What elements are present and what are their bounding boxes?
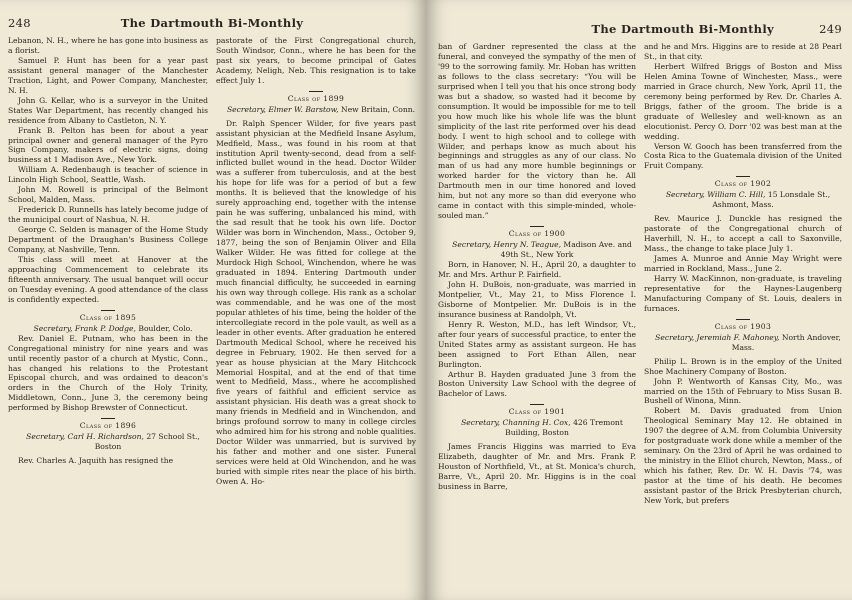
secretary-address: New Britain, Conn. — [341, 104, 416, 114]
page-number: 249 — [819, 22, 842, 36]
paragraph: Verson W. Gooch has been transferred from the Costa Rica to the Guatemala division of the United Fruit Company. — [644, 141, 842, 171]
paragraph: John H. DuBois, non-graduate, was married in Montpelier, Vt., May 21, to Miss Florence I. Gisborne of Montpelier. Mr. DuBois is in the insurance business at Randolph, Vt. — [438, 279, 636, 319]
text-columns — [438, 42, 842, 600]
secretary-line — [644, 333, 842, 353]
secretary-address: Boulder, Colo. — [138, 323, 193, 333]
paragraph: Rev. Daniel E. Putnam, who has been in the Congregational ministry for nine years and was until recently pastor of a church at Mystic, Conn., has changed his relations to the Protestant Episcopal church, and was ordained to deacon's orders in the Church of the Holy Trinity, Middletown, Conn., June 3, the ceremony being performed by Bishop Brewster of Connecticut. — [8, 333, 208, 413]
secretary-line — [8, 432, 208, 452]
secretary-line — [8, 324, 208, 334]
paragraph: Herbert Wilfred Briggs of Boston and Miss Helen Amina Towne of Winchester, Mass., were married in Grace church, New York, April 11, the ceremony being performed by Rev. Dr. Charles A. Briggs, father of the groom. The bride is a graduate of Wellesley and well-known as an elocutionist. Percy O. Dorr '02 was best man at the wedding. — [644, 61, 842, 141]
column-right — [644, 42, 842, 600]
running-title: The Dartmouth Bi-Monthly — [120, 16, 304, 30]
paragraph: Henry R. Weston, M.D., has left Windsor, Vt., after four years of successful practice, to enter the United States army as assistant surgeon. He has been assigned to Fort Ethan Allen, near Burlington. — [438, 319, 636, 369]
class-heading: Class of 1896 — [79, 421, 137, 431]
secretary-address: 15 Lonsdale St., Ashmont, Mass. — [712, 190, 831, 210]
paragraph: Harry W. MacKinnon, non-graduate, is traveling representative for the Haynes-Laugenberg Manufacturing Company of St. Louis, dealers in furnaces. — [644, 273, 842, 313]
running-head — [438, 0, 842, 36]
section-rule — [101, 310, 115, 311]
page-number: 248 — [8, 16, 31, 30]
paragraph: Rev. Maurice J. Dunckle has resigned the pastorate of the Congregational church of Haverhill, N. H., to accept a call to Saxonville, Mass., the change to take place July 1. — [644, 214, 842, 254]
secretary-name: Secretary, Carl H. Richardson, — [26, 432, 144, 442]
paragraph: Frank B. Pelton has been for about a year principal owner and general manager of the Pyro Sign Company, makers of electric signs, doing business at 1 Madison Ave., New York. — [8, 125, 208, 165]
right-page — [426, 0, 852, 600]
class-heading: Class of 1901 — [508, 407, 566, 417]
section-rule — [530, 226, 544, 227]
paragraph: Born, in Hanover, N. H., April 20, a daughter to Mr. and Mrs. Arthur P. Fairfield. — [438, 260, 636, 279]
section-rule — [101, 418, 115, 419]
class-heading: Class of 1899 — [287, 93, 345, 103]
secretary-name: Secretary, Channing H. Cox, — [461, 418, 571, 428]
secretary-address: North Andover, Mass. — [731, 332, 841, 352]
paragraph: This class will meet at Hanover at the approaching Commencement to celebrate its fifteenth anniversary. The usual banquet will occur on Tuesday evening. A good attendance of the class is confidently expected. — [8, 254, 208, 304]
paragraph: James A. Munroe and Annie May Wright were married in Rockland, Mass., June 2. — [644, 254, 842, 274]
secretary-name: Secretary, William C. Hill, — [665, 190, 766, 200]
secretary-line — [644, 190, 842, 210]
running-title: The Dartmouth Bi-Monthly — [591, 22, 774, 36]
paragraph: Dr. Ralph Spencer Wilder, for five years past assistant physician at the Medfield Insane Asylum, Medfield, Mass., was found in his room at that institution April twenty-second, dead from a self-inflicted bullet wound in the head. Doctor Wilder was a sufferer from tuberculosis, and at the best his hope for life was for a period of but a few months. It is believed that the knowledge of his surely approaching end, together with the intense pain he was suffering, unbalanced his mind, with the sad result that he took his own life. Doctor Wilder was born in Winchendon, Mass., October 9, 1877, being the son of Benjamin Oliver and Ella Walker Wilder. He was fitted for college at the Murdock High School, Winchendon, where he was graduated in 1894. Entering Dartmouth under much financial difficulty, he succeeded in earning his own way through college. His rank as a scholar was commendable, and he was one of the most popular athletes of his time, being the holder of the intercollegiate record in the pole vault, as well as a leader in other events. After graduation he entered Dartmouth Medical School, where he received his degree in February, 1902. He then served for a year as house physician at the Mary Hitchcock Memorial Hospital, and at the end of that time went to Medfield, Mass., where he accomplished five years of faithful and efficient service as assistant physician. His death was a great shock to many friends in Medfield and in Winchendon, and brings profound sorrow to many in college circles who admired him for his strong and noble qualities. Doctor Wilder was unmarried, but is survived by his father and mother and one sister. Funeral services were held at Old Winchendon, and he was buried with simple rites near the place of his birth. Owen A. Ho- — [216, 118, 416, 486]
text-columns — [8, 36, 416, 596]
paragraph: and he and Mrs. Higgins are to reside at 28 Pearl St., in that city. — [644, 42, 842, 61]
class-heading: Class of 1900 — [508, 229, 566, 239]
secretary-name: Secretary, Elmer W. Barstow, — [226, 104, 339, 114]
section-rule — [530, 404, 544, 405]
paragraph: Robert M. Davis graduated from Union Theological Seminary May 12. He obtained in 1907 the degree of A.M. from Columbia University for postgraduate work done while a member of the seminary. On the 23rd of April he was ordained to the ministry in the Elliot church, Newton, Mass., of which his father, Rev. Dr. W. H. Davis '74, was pastor at the time of his death. He becomes assistant pastor of the Brick Presbyterian church, New York, but prefers — [644, 406, 842, 505]
paragraph: George C. Selden is manager of the Home Study Department of the Draughan's Business College Company, at Nashville, Tenn. — [8, 225, 208, 255]
paragraph: Samuel P. Hunt has been for a year past assistant general manager of the Manchester Traction, Light, and Power Company, Manchester, N. H. — [8, 55, 208, 95]
paragraph: Arthur B. Hayden graduated June 3 from the Boston University Law School with the degree of Bachelor of Laws. — [438, 369, 636, 399]
paragraph: Rev. Charles A. Jaquith has resigned the — [18, 456, 174, 466]
paragraph: John P. Wentworth of Kansas City, Mo., was married on the 15th of February to Miss Susan B. Bushell of Winona, Minn. — [644, 376, 842, 406]
secretary-line — [438, 418, 636, 438]
running-head — [8, 0, 416, 30]
column-left — [8, 36, 208, 596]
paragraph: Philip L. Brown is in the employ of the United Shoe Machinery Company of Boston. — [644, 356, 842, 376]
class-heading: Class of 1895 — [79, 312, 137, 322]
secretary-name: Secretary, Frank P. Dodge, — [33, 323, 136, 333]
secretary-line — [216, 105, 416, 115]
secretary-line — [438, 240, 636, 260]
paragraph: pastorate of the First Congregational church, South Windsor, Conn., where he has been for the past six years, to become principal of Gates Academy, Neligh, Neb. This resignation is to take effect July 1. — [216, 36, 416, 85]
paragraph: John G. Kellar, who is a surveyor in the United States War Department, has recently changed his residence from Albany to Castleton, N. Y. — [8, 95, 208, 125]
column-left — [438, 42, 636, 600]
paragraph: ban of Gardner represented the class at the funeral, and conveyed the sympathy of the men of '99 to the sorrowing family. Mr. Hoban has written as follows to the class secretary: “You will be surprised when I tell you that his once strong body was but a shadow, so wasted had it become by consumption. It would be impossible for me to tell you how much like his whole life was the blunt simplicity of the last rite performed over his dead body. I went to high school and to college with Wilder, and perhaps know as much about his beginnings and struggles as any of our class. No man of us had any more humble beginnings or worked harder for the victory than he. All Dartmouth men in our time honored and loved him, but not any more so than did everyone who came in contact with this simple-minded, whole-souled man.” — [438, 42, 636, 221]
class-heading: Class of 1903 — [714, 321, 772, 331]
section-rule — [736, 319, 750, 320]
secretary-address: 27 School St., Boston — [94, 432, 200, 452]
section-rule — [736, 176, 750, 177]
section-rule — [309, 91, 323, 92]
paragraph: Frederick D. Runnells has lately become judge of the municipal court of Nashua, N. H. — [8, 205, 208, 225]
secretary-address: 426 Tremont Building, Boston — [505, 418, 623, 438]
class-heading: Class of 1902 — [714, 179, 772, 189]
paragraph: James Francis Higgins was married to Eva Elizabeth, daughter of Mr. and Mrs. Frank P. Houston of Northfield, Vt., at St. Monica's church, Barre, Vt., April 20. Mr. Higgins is in the coal business in Barre, — [438, 442, 636, 492]
column-right — [216, 36, 416, 596]
paragraph: John M. Rowell is principal of the Belmont School, Malden, Mass. — [8, 185, 208, 205]
paragraph: Lebanon, N. H., where he has gone into business as a florist. — [8, 36, 208, 55]
secretary-name: Secretary, Jeremiah F. Mahoney, — [655, 332, 780, 342]
secretary-name: Secretary, Henry N. Teague, — [452, 240, 561, 250]
paragraph: William A. Redenbaugh is teacher of science in Lincoln High School, Seattle, Wash. — [8, 165, 208, 185]
secretary-address: Madison Ave. and 49th St., New York — [500, 240, 632, 260]
